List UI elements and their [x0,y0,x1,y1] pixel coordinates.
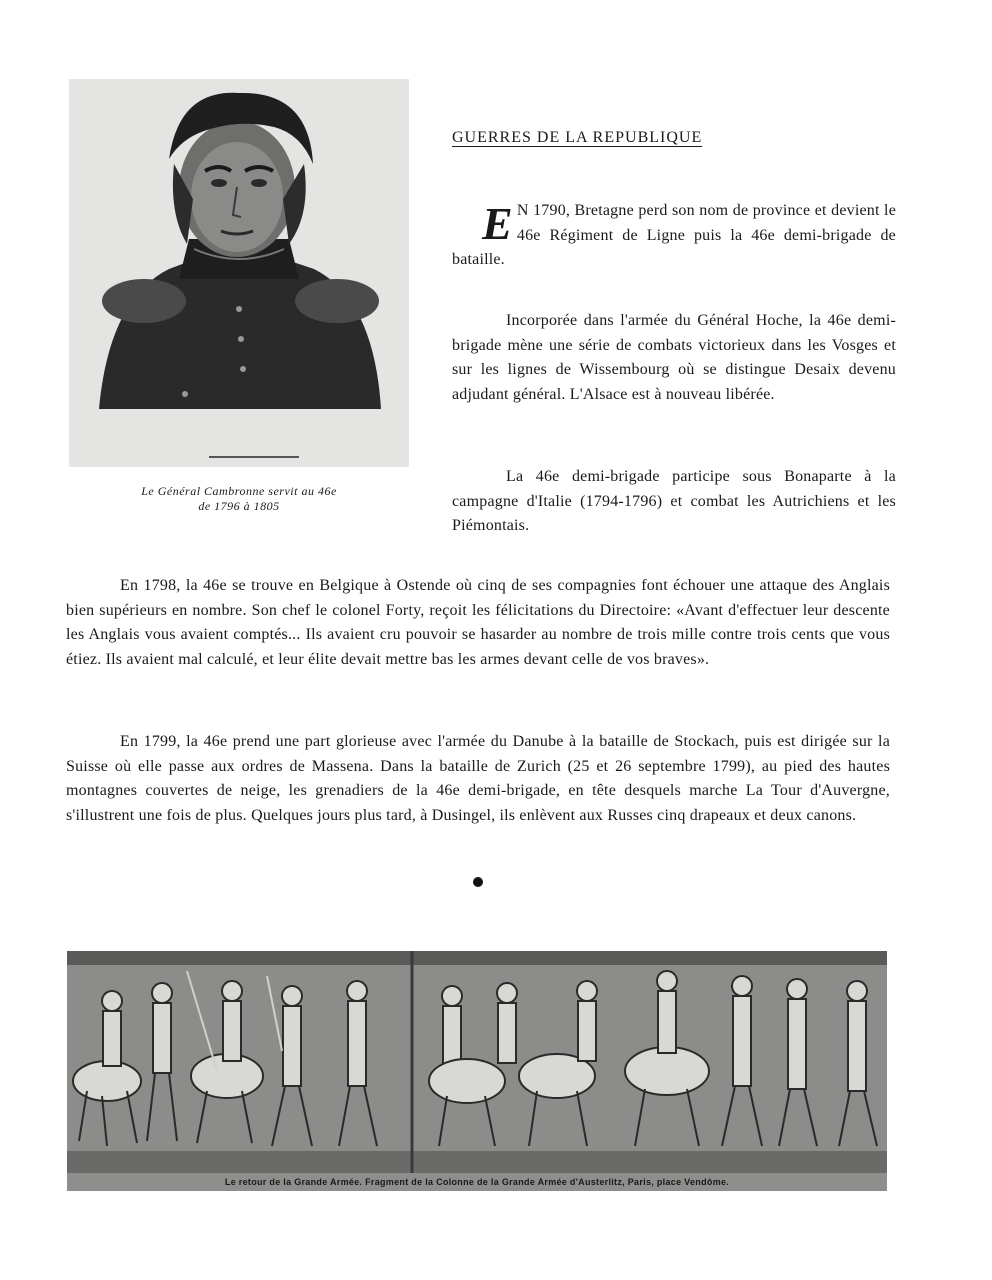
paragraph-1799 [66,730,890,828]
paragraph-hoche-text: Incorporée dans l'armée du Général Hoche, la 46e demi-brigade mène une série de combats victorieux dans les Vosges et sur les lignes de Wissembourg où se distingue Desaix devenu adjudant général. L'Alsace est à nouveau libérée. [452,312,896,403]
drop-cap: E [482,198,513,249]
paragraph-italie [452,465,896,539]
section-title: GUERRES DE LA REPUBLIQUE [452,129,703,146]
paragraph-1790-text: N 1790, Bretagne perd son nom de province et devient le 46e Régiment de Ligne puis la 46e demi-brigade de bataille. [452,202,896,268]
paragraph-1798-text: En 1798, la 46e se trouve en Belgique à Ostende où cinq de ses compagnies font échouer une attaque des Anglais bien supérieurs en nombre. Son chef le colonel Forty, reçoit les félicitations du Directoire: «Avant d'effectuer leur descente les Anglais vous avaient comptés... Ils avaient cru pouvoir se hasarder au nombre de trois mille contre trois cents que vous étiez. Ils avaient mal calculé, et leur élite devait mettre bas les armes devant celle de vos braves». [66,577,890,668]
separator-dot [473,877,483,887]
paragraph-1790 [452,199,896,273]
portrait-caption [69,484,409,514]
frieze-caption: Le retour de la Grande Armée. Fragment de la Colonne de la Grande Armée d'Austerlitz, Paris, place Vendôme. [224,1177,730,1187]
paragraph-hoche [452,309,896,407]
portrait-caption-line1: Le Général Cambronne servit au 46e [141,484,337,498]
paragraph-1798 [66,574,890,672]
general-portrait-image [69,79,409,467]
portrait-caption-line2: de 1796 à 1805 [198,499,280,513]
frieze-image [67,951,887,1191]
paragraph-1799-text: En 1799, la 46e prend une part glorieuse avec l'armée du Danube à la bataille de Stockach, puis est dirigée sur la Suisse où elle passe aux ordres de Massena. Dans la bataille de Zurich (25 et 26 septembre 1799), au pied des hautes montagnes couvertes de neige, les grenadiers de la 46e demi-brigade, en tête desquels marche La Tour d'Auvergne, s'illustrent une fois de plus. Quelques jours plus tard, à Dusingel, ils enlèvent aux Russes cinq drapeaux et deux canons. [66,733,890,824]
paragraph-italie-text: La 46e demi-brigade participe sous Bonaparte à la campagne d'Italie (1794-1796) et combat les Autrichiens et les Piémontais. [452,468,896,534]
